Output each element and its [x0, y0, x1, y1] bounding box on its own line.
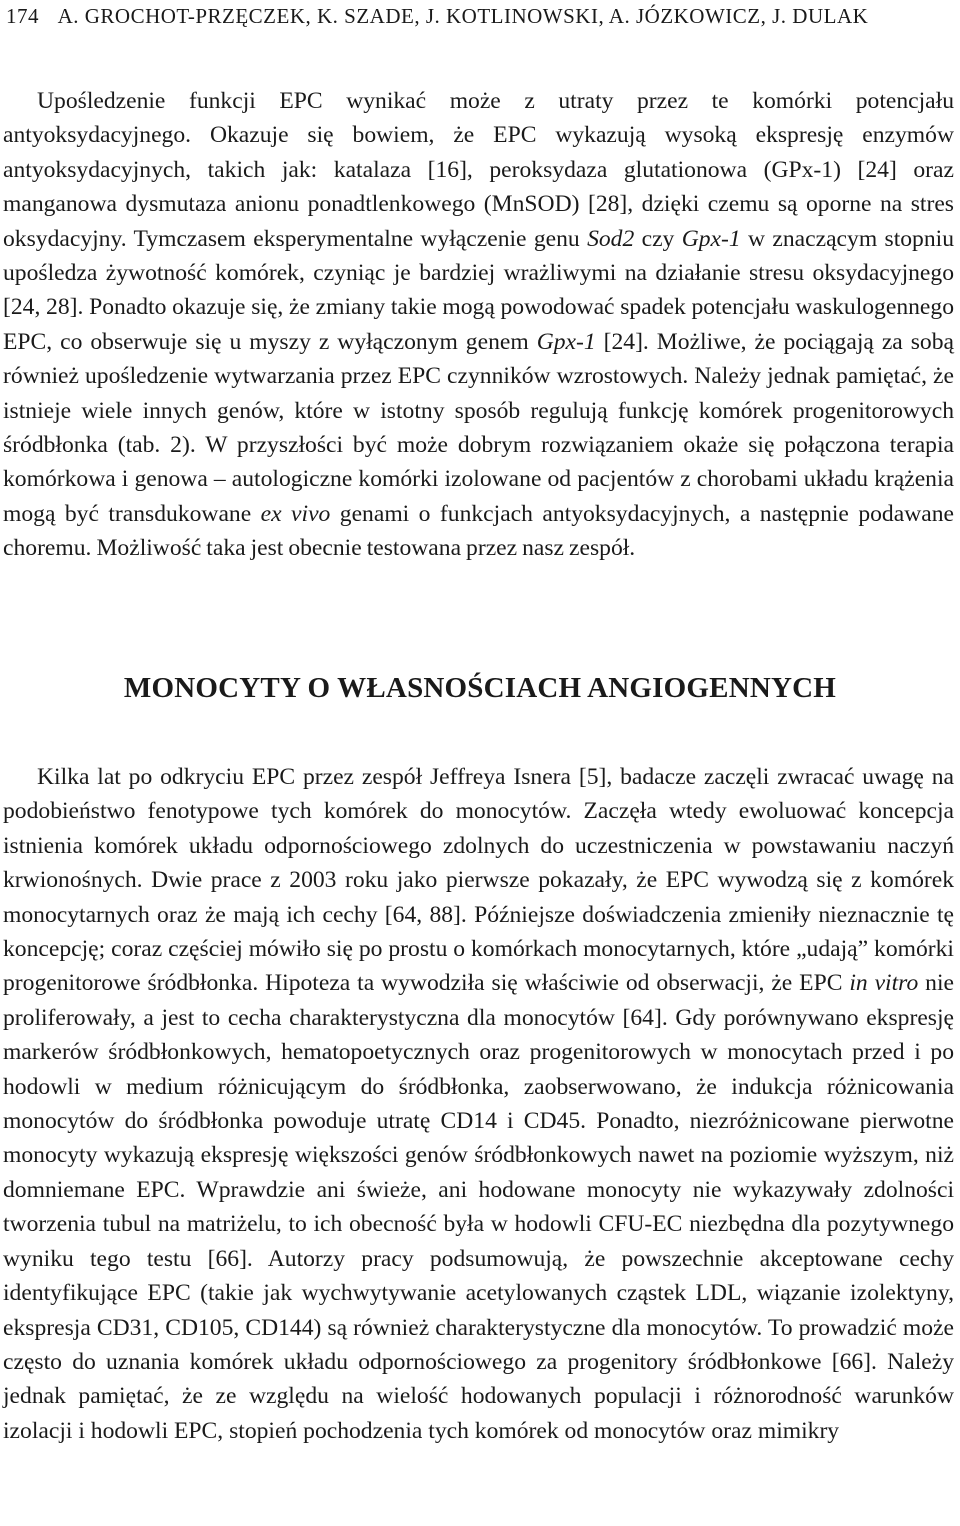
- paragraph-monocytes: [3, 760, 954, 1448]
- text-run: [24]. Możliwe, że pociągają za sobą również upośledzenie wytwarzania przez EPC czynników wzrostowych. Należy jednak pamiętać, że istnieje wiele innych genów, które w istotny sposób regulują funkcję komórek progenitorowych śródbłonka (tab. 2). W przyszłości być może dobrym rozwiązaniem okaże się połączona terapia komórkowa i genowa – autologiczne komórki izolowane od pacjentów z chorobami układu krążenia mogą być transdukowane: [3, 328, 954, 527]
- body-text-lower: [3, 760, 954, 1448]
- text-run: Upośledzenie funkcji EPC wynikać może z utraty przez te komórki potencjału antyoksydacyjnego. Okazuje się bowiem, że EPC wykazują wysoką ekspresję enzymów antyoksydacyjnych, takich jak: katalaza [16], peroksydaza glutationowa (GPx-1) [24] oraz manganowa dysmutaza anionu ponadtlenkowego (MnSOD) [28], dzięki czemu są oporne na stres oksydacyjny. Tymczasem eksperymentalne wyłączenie genu: [3, 88, 954, 252]
- gene-name-sod2: Sod2: [587, 225, 635, 252]
- section-heading: MONOCYTY O WŁASNOŚCIACH ANGIOGENNYCH: [123, 672, 837, 704]
- term-ex-vivo: ex vivo: [260, 500, 331, 527]
- text-run: nie proliferowały, a jest to cecha charakterystyczna dla monocytów [64]. Gdy porównywano ekspresję markerów śródbłonkowych, hematopoetycznych oraz progenitorowych w monocytach przed i po hodowli w medium różnicującym do śródbłonka, zaobserwowano, że indukcja różnicowania monocytów do śródbłonka powoduje utratę CD14 i CD45. Ponadto, niezróżnicowane pierwotne monocyty wykazują ekspresję większości genów śródbłonkowych nawet na poziomie wyższym, niż domniemane EPC. Wprawdzie ani świeże, ani hodowane monocyty nie wykazywały zdolności tworzenia tubul na matriżelu, to ich obecność była w hodowli CFU-EC niezbędna dla pozytywnego wyniku tego testu [66]. Autorzy pracy podsumowują, że powszechnie akceptowane cechy identyfikujące EPC (takie jak wychwytywanie acetylowanych cząstek LDL, wiązanie izolektyny, ekspresja CD31, CD105, CD144) są również charakterystyczne dla monocytów. To prowadzić może często do uznania komórek układu odpornościowego za progenitory śródbłonkowe [66]. Należy jednak pamiętać, że ze względu na wielość hodowanych populacji i różnorodność warunków izolacji i hodowli EPC, stopień pochodzenia tych komórek od monocytów oraz mimikry: [3, 970, 954, 1444]
- gene-name-gpx1: Gpx-1: [681, 225, 741, 252]
- text-run: Kilka lat po odkryciu EPC przez zespół Jeffreya Isnera [5], badacze zaczęli zwracać uwagę na podobieństwo fenotypowe tych komórek do monocytów. Zaczęła wtedy ewoluować koncepcja istnienia komórek układu odpornościowego zdolnych do uczestniczenia w powstawaniu naczyń krwionośnych. Dwie prace z 2003 roku jako pierwsze pokazały, że EPC wywodzą się z komórek monocytarnych oraz że mają ich cechy [64, 88]. Późniejsze doświadczenia zmieniły nieznacznie tę koncepcję; coraz częściej mówiło się po prostu o komórkach monocytarnych, które „udają” komórki progenitorowe śródbłonka. Hipoteza ta wywodziła się właściwie od obserwacji, że EPC: [3, 764, 954, 997]
- running-header-authors: A. GROCHOT-PRZĘCZEK, K. SZADE, J. KOTLINOWSKI, A. JÓZKOWICZ, J. DULAK: [57, 4, 869, 28]
- gene-name-gpx1: Gpx-1: [536, 328, 596, 355]
- text-run: czy: [634, 225, 682, 252]
- text-run: genami o funkcjach antyoksydacyjnych, a następnie podawane choremu. Możliwość taka jest obecnie testowana przez nasz zespół.: [3, 500, 954, 562]
- page-number: 174: [6, 4, 39, 28]
- text-run: w znaczącym stopniu upośledza żywotność komórek, czyniąc je bardziej wrażliwymi na działanie stresu oksydacyjnego [24, 28]. Ponadto okazuje się, że zmiany takie mogą powodować spadek potencjału waskulogennego EPC, co obserwuje się u myszy z wyłączonym genem: [3, 225, 954, 355]
- running-header: [6, 4, 868, 29]
- body-text-upper: [3, 84, 954, 566]
- term-in-vitro: in vitro: [849, 970, 919, 997]
- paragraph-epc-antioxidant: [3, 84, 954, 566]
